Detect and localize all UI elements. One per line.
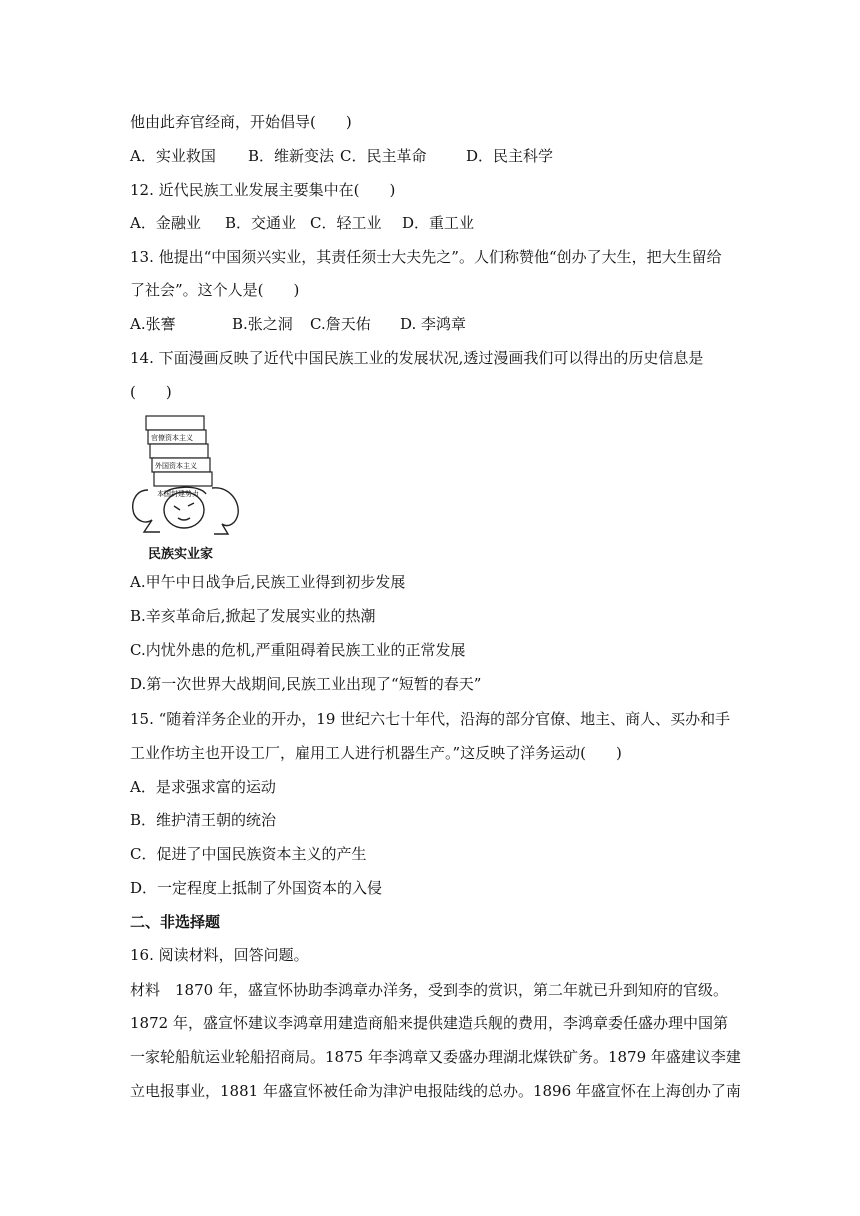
q14-option-d: D.第一次世界大战期间,民族工业出现了“短暂的春天” (130, 675, 482, 693)
q13-option-b: B.张之洞 (232, 315, 293, 333)
q16-stem: 16. 阅读材料，回答问题。 (130, 946, 309, 964)
section-heading: 二、非选择题 (130, 913, 221, 931)
q13-stem-line1: 13. 他提出“中国须兴实业，其责任须士大夫先之”。人们称赞他“创办了大生，把大生留给 (130, 248, 722, 266)
q12-option-b: B．交通业 (225, 214, 297, 232)
cartoon-caption: 民族实业家 (148, 547, 214, 562)
q16-material-line4: 立电报事业，1881 年盛宣怀被任命为津沪电报陆线的总办。1896 年盛宣怀在上海创办了南 (130, 1082, 741, 1100)
q11-stem-tail: 他由此弃官经商，开始倡导( ) (130, 113, 352, 131)
q15-option-d: D．一定程度上抵制了外国资本的入侵 (130, 879, 383, 897)
q13-option-a: A.张謇 (130, 315, 176, 333)
q14-stem-line1: 14. 下面漫画反映了近代中国民族工业的发展状况,透过漫画我们可以得出的历史信息是 (130, 349, 704, 367)
q15-option-b: B．维护清王朝的统治 (130, 811, 277, 829)
q14-option-b: B.辛亥革命后,掀起了发展实业的热潮 (130, 607, 376, 625)
q16-material-line3: 一家轮船航运业轮船招商局。1875 年李鸿章又委盛办理湖北煤铁矿务。1879 年盛建议李建 (130, 1048, 741, 1066)
cartoon-box-top (146, 416, 204, 430)
q14-stem-line2: ( ) (130, 383, 172, 401)
q11-option-c: C．民主革命 (340, 147, 427, 165)
cartoon-box-label-1: 官僚资本主义 (151, 434, 193, 442)
q12-option-a: A．金融业 (130, 214, 201, 232)
q14-cartoon-image (128, 410, 248, 560)
q13-option-d: D. 李鸿章 (400, 315, 467, 333)
q16-material-line1: 材料 1870 年，盛宣怀协助李鸿章办洋务，受到李的赏识，第二年就已升到知府的官级。 (130, 981, 728, 999)
q15-option-c: C．促进了中国民族资本主义的产生 (130, 845, 367, 863)
q15-stem-line1: 15. “随着洋务企业的开办，19 世纪六七十年代，沿海的部分官僚、地主、商人、买办和手 (130, 710, 731, 728)
q14-option-a: A.甲午中日战争后,民族工业得到初步发展 (130, 573, 406, 591)
cartoon-box-label-3: 本国封建势力 (157, 490, 199, 498)
q12-option-d: D．重工业 (402, 214, 475, 232)
cartoon-box-label-2: 外国资本主义 (155, 462, 197, 470)
q14-option-c: C.内忧外患的危机,严重阻碍着民族工业的正常发展 (130, 641, 466, 659)
q12-stem: 12. 近代民族工业发展主要集中在( ) (130, 181, 396, 199)
q12-option-c: C．轻工业 (310, 214, 382, 232)
q11-option-a: A．实业救国 (130, 147, 216, 165)
q15-stem-line2: 工业作坊主也开设工厂，雇用工人进行机器生产。”这反映了洋务运动( ) (130, 744, 622, 762)
cartoon-illustration (128, 410, 248, 540)
q13-stem-line2: 了社会”。这个人是( ) (130, 281, 300, 299)
q11-option-b: B．维新变法 (248, 147, 335, 165)
q16-material-line2: 1872 年，盛宣怀建议李鸿章用建造商船来提供建造兵舰的费用，李鸿章委任盛办理中国第 (130, 1014, 728, 1032)
q13-option-c: C.詹天佑 (310, 315, 371, 333)
q15-option-a: A．是求强求富的运动 (130, 778, 276, 796)
q11-option-d: D．民主科学 (466, 147, 554, 165)
